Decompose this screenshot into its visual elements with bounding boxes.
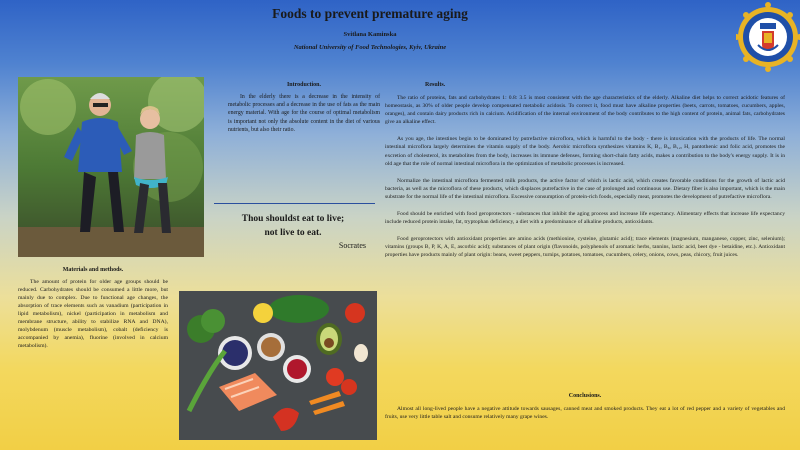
results-heading: Results.	[425, 82, 446, 88]
poster-title: Foods to prevent premature aging	[272, 6, 468, 21]
conclusions-text: Almost all long-lived people have a negative attitude towards sausages, canned meat and smoked products. They eat a lot of red pepper and a variety of vegetables and fruits, use very little table salt and consume relatively many grape wines.	[385, 406, 785, 421]
results-paragraph: As you age, the intestines begin to be dominated by putrefactive microflora, which is harmful to the body - there is intoxication with the products of life. The normal intestinal microflora largely determines the vitamin supply of the body. Aerobic microflora synthesizes vitamins K, B₁, B₆, B₁₂, H, pantothenic and folic acid, promotes the excretion of cholesterol, its metabolites from the body, increases its immune defenses, forming short-chain fatty acids, makes a contribution to the body's energy supply. It is in old age that the role of normal intestinal microflora in the optimization of metabolic processes is increased.	[385, 136, 785, 167]
conclusions-heading: Conclusions.	[568, 393, 602, 399]
results-paragraph: Food geroprotectors with antioxidant properties are amino acids (methionine, cysteine, glutamic acid); trace elements (magnesium, manganese, copper, zinc, selenium); vitamins (groups B, P, K, A, E, ascorbic acid); substances of plant origin (flavonoids, polyphenols of aromatic herbs, tannins, lactic acid, beet dye - betaidine, etc.). Antioxidant properties have products mainly of plant origin: beans, sweet peppers, turnips, potatoes, tomatoes, cucumbers, celery, onions, cows, peas, chicory, fruit juices.	[385, 236, 785, 259]
quote-author: Socrates	[338, 241, 366, 250]
quote-divider	[214, 203, 375, 204]
poster-affiliation: National University of Food Technologies, Kyiv, Ukraine	[293, 44, 447, 51]
results-paragraph: The ratio of proteins, fats and carbohydrates 1: 0.8: 3.5 is most consistent with the age characteristics of the elderly. Alkaline diet helps to correct acidotic features of homeostasis, as 30% of older people develop compensated metabolic acidosis. To correct it, food must have alkaline properties (beets, carrots, tomatoes, cucumbers, apples, oranges), and contain dairy products rich in calcium. Acidification of the internal environment of the body contributes to the high content of protein, animal fats, carbohydrates give an alkaline effect.	[385, 95, 785, 126]
methods-text: The amount of protein for older age groups should be reduced. Carbohydrates should be consumed a little more, but mainly due to complex. Due to functional age changes, the absorption of trace elements such as vanadium (participation in lipid metabolism), nickel (participation in metabolism and membrane structure, ability to stabilize RNA and DNA), molybdenum (muscle metabolism), cobalt (deficiency is accompanied by anemia), fluorine (involved in calcium metabolism).	[18, 279, 168, 349]
conclusions-section	[385, 393, 785, 421]
introduction-text: In the elderly there is a decrease in the intensity of metabolic processes and a decrease in the use of fats as the main energy material. With age for the course of optimal metabolism is important not only the absolute content in the diet of various nutrients, but also their ratio.	[228, 94, 380, 133]
poster-header	[180, 6, 560, 51]
quote-block	[220, 212, 366, 250]
university-logo-icon	[736, 1, 800, 73]
healthy-food-photo-icon	[179, 291, 377, 440]
methods-section	[18, 267, 168, 350]
quote-line-2: not live to eat.	[264, 228, 322, 238]
methods-heading: Materials and methods.	[62, 267, 124, 273]
results-paragraph: Normalize the intestinal microflora fermented milk products, the active factor of which is lactic acid, which creates favorable conditions for the growth of lactic acid bacteria, as well as the microflora of these products, which displaces putrefactive in the case of prolonged and continuous use. Dietary fiber is also important, which is the main substrate for the normal life of the intestinal microflora. Excessive consumption of protein-rich foods, especially meat, promotes the development of putrefactive microflora.	[385, 177, 785, 200]
poster-author: Svitlana Kaminska	[343, 31, 397, 38]
quote-line-1: Thou shouldst eat to live;	[241, 214, 345, 224]
results-section	[385, 82, 785, 269]
couple-jogging-photo-icon	[18, 77, 204, 257]
introduction-heading: Introduction.	[286, 82, 322, 88]
results-paragraph: Food should be enriched with food geroprotectors - substances that inhibit the aging process and increase life expectancy. Alimentary effects that increase life expectancy include reduced protein intake, fat, tryptophan deficiency, a diet with a predominance of alkaline products, antioxidants.	[385, 211, 785, 226]
introduction-section	[228, 82, 380, 134]
